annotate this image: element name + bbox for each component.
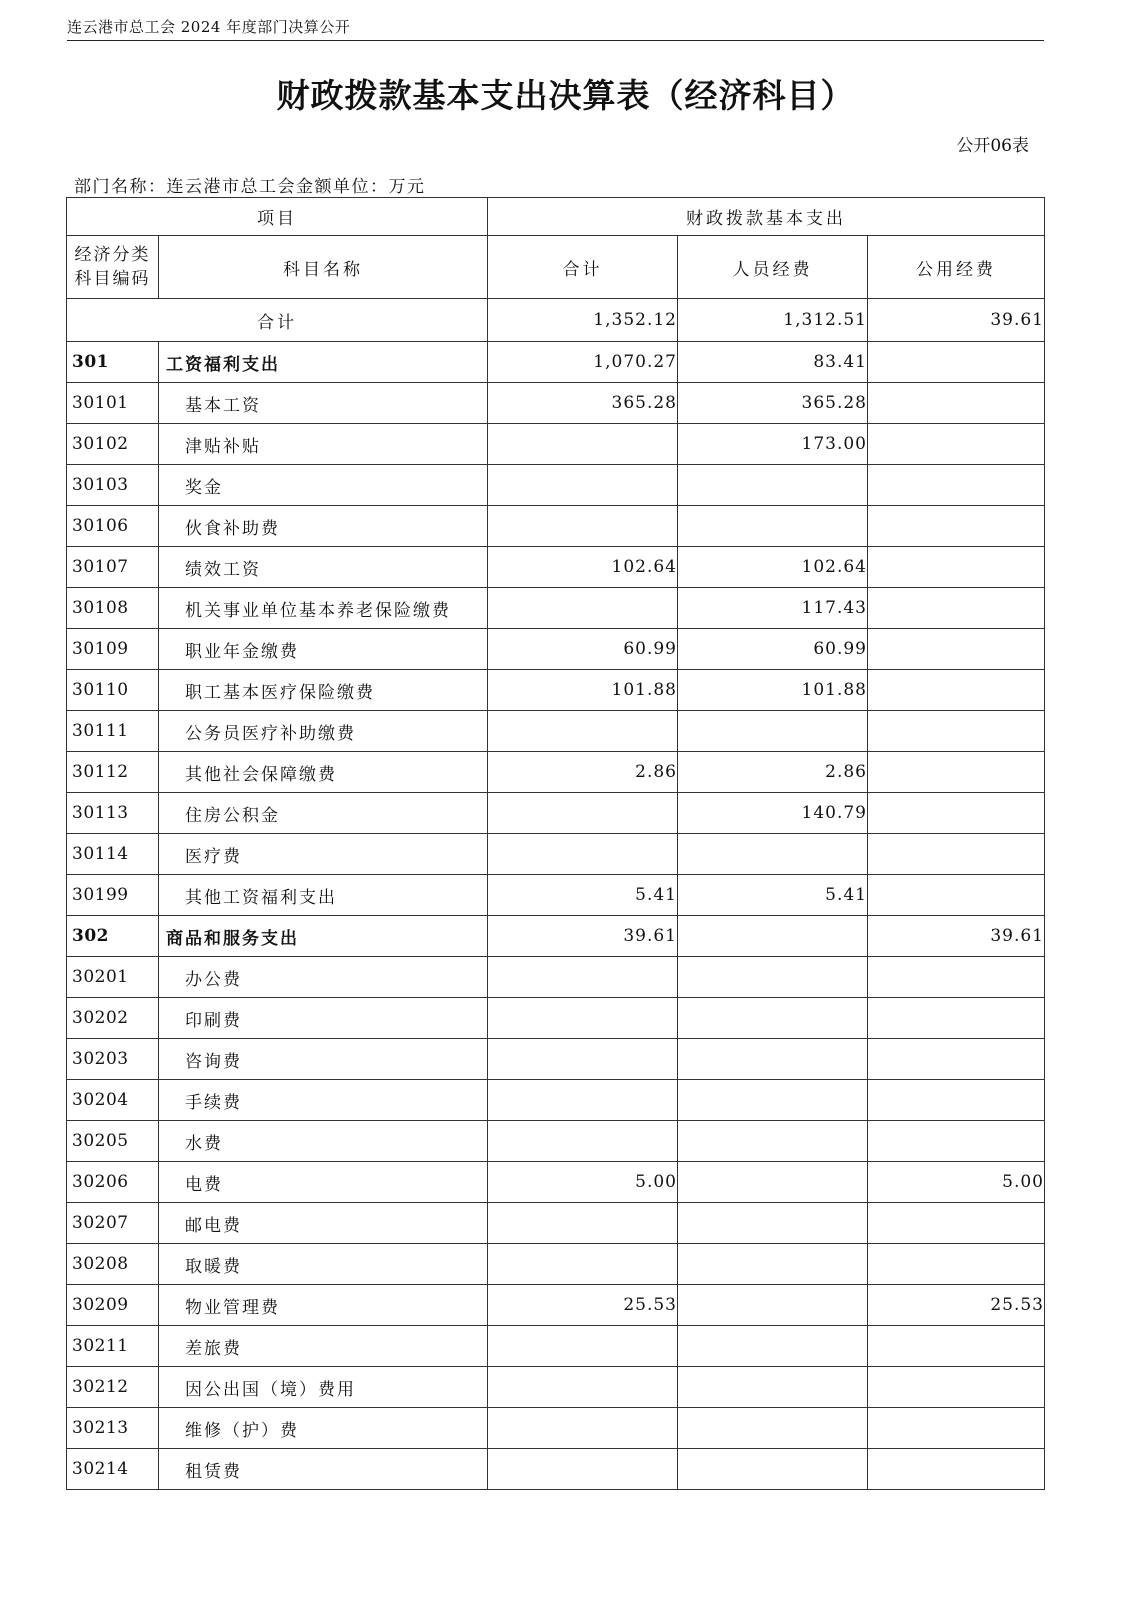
- table-row: [67, 1080, 1045, 1121]
- row-personnel: [678, 957, 868, 998]
- row-name: 差旅费: [159, 1326, 488, 1367]
- row-name: 印刷费: [159, 998, 488, 1039]
- row-total: 5.00: [488, 1162, 678, 1203]
- row-total: [488, 793, 678, 834]
- table-code: 公开06表: [956, 136, 1029, 156]
- row-total: 25.53: [488, 1285, 678, 1326]
- row-name: 商品和服务支出: [159, 916, 488, 957]
- row-public: [868, 342, 1045, 383]
- row-name: 咨询费: [159, 1039, 488, 1080]
- row-public: 39.61: [868, 916, 1045, 957]
- table-row: [67, 1203, 1045, 1244]
- row-personnel: [678, 1449, 868, 1490]
- row-total: [488, 1367, 678, 1408]
- row-name: 租赁费: [159, 1449, 488, 1490]
- row-code: 30108: [67, 588, 159, 629]
- row-total: [488, 711, 678, 752]
- row-code: 30208: [67, 1244, 159, 1285]
- row-name: 其他社会保障缴费: [159, 752, 488, 793]
- row-name: 医疗费: [159, 834, 488, 875]
- header-group: 财政拨款基本支出: [488, 198, 1045, 236]
- row-public: [868, 834, 1045, 875]
- row-public: [868, 547, 1045, 588]
- category-row: [67, 916, 1045, 957]
- row-total: [488, 957, 678, 998]
- header-row-columns: [67, 236, 1045, 299]
- budget-table: [66, 197, 1045, 1490]
- row-personnel: 101.88: [678, 670, 868, 711]
- row-personnel: [678, 1367, 868, 1408]
- row-total: 101.88: [488, 670, 678, 711]
- table-row: [67, 383, 1045, 424]
- row-public: [868, 1244, 1045, 1285]
- row-personnel: [678, 1285, 868, 1326]
- table-row: [67, 1326, 1045, 1367]
- row-public: [868, 1326, 1045, 1367]
- row-personnel: 102.64: [678, 547, 868, 588]
- row-public: [868, 588, 1045, 629]
- row-code: 30205: [67, 1121, 159, 1162]
- table-body: [67, 198, 1045, 1490]
- table-row: [67, 957, 1045, 998]
- row-public: [868, 1039, 1045, 1080]
- total-total: 1,352.12: [488, 299, 678, 342]
- row-personnel: 173.00: [678, 424, 868, 465]
- table-row: [67, 629, 1045, 670]
- row-public: 5.00: [868, 1162, 1045, 1203]
- row-personnel: 60.99: [678, 629, 868, 670]
- row-name: 奖金: [159, 465, 488, 506]
- row-name: 职工基本医疗保险缴费: [159, 670, 488, 711]
- row-total: [488, 424, 678, 465]
- header-item: 项目: [67, 198, 488, 236]
- row-name: 伙食补助费: [159, 506, 488, 547]
- row-code: 30199: [67, 875, 159, 916]
- total-personnel: 1,312.51: [678, 299, 868, 342]
- row-public: [868, 711, 1045, 752]
- row-total: 5.41: [488, 875, 678, 916]
- row-total: [488, 506, 678, 547]
- running-header: 连云港市总工会 2024 年度部门决算公开: [67, 18, 351, 36]
- table-row: [67, 547, 1045, 588]
- table-row: [67, 998, 1045, 1039]
- row-personnel: [678, 998, 868, 1039]
- table-row: [67, 752, 1045, 793]
- row-total: [488, 1121, 678, 1162]
- row-public: [868, 957, 1045, 998]
- row-code: 30103: [67, 465, 159, 506]
- row-public: 25.53: [868, 1285, 1045, 1326]
- row-total: [488, 465, 678, 506]
- row-code: 30114: [67, 834, 159, 875]
- row-personnel: [678, 1326, 868, 1367]
- header-total: 合计: [488, 236, 678, 299]
- row-personnel: [678, 1203, 868, 1244]
- row-total: [488, 1080, 678, 1121]
- row-code: 30106: [67, 506, 159, 547]
- row-name: 取暖费: [159, 1244, 488, 1285]
- row-code: 30207: [67, 1203, 159, 1244]
- row-name: 津贴补贴: [159, 424, 488, 465]
- table-row: [67, 875, 1045, 916]
- total-public: 39.61: [868, 299, 1045, 342]
- row-name: 物业管理费: [159, 1285, 488, 1326]
- row-public: [868, 1121, 1045, 1162]
- row-personnel: 83.41: [678, 342, 868, 383]
- row-name: 绩效工资: [159, 547, 488, 588]
- row-name: 维修（护）费: [159, 1408, 488, 1449]
- row-name: 基本工资: [159, 383, 488, 424]
- row-total: 2.86: [488, 752, 678, 793]
- row-code: 30202: [67, 998, 159, 1039]
- row-total: [488, 1408, 678, 1449]
- table-row: [67, 1162, 1045, 1203]
- row-total: 60.99: [488, 629, 678, 670]
- row-name: 机关事业单位基本养老保险缴费: [159, 588, 488, 629]
- row-personnel: 2.86: [678, 752, 868, 793]
- table-row: [67, 711, 1045, 752]
- row-personnel: 117.43: [678, 588, 868, 629]
- row-total: 39.61: [488, 916, 678, 957]
- row-code: 30213: [67, 1408, 159, 1449]
- total-label: 合计: [67, 299, 488, 342]
- row-total: 102.64: [488, 547, 678, 588]
- row-public: [868, 383, 1045, 424]
- row-name: 因公出国（境）费用: [159, 1367, 488, 1408]
- table-row: [67, 1121, 1045, 1162]
- row-personnel: [678, 506, 868, 547]
- row-public: [868, 1408, 1045, 1449]
- row-code: 30206: [67, 1162, 159, 1203]
- table-row: [67, 424, 1045, 465]
- row-code: 30203: [67, 1039, 159, 1080]
- header-personnel: 人员经费: [678, 236, 868, 299]
- table-row: [67, 1285, 1045, 1326]
- row-name: 邮电费: [159, 1203, 488, 1244]
- row-personnel: [678, 1039, 868, 1080]
- row-personnel: [678, 1244, 868, 1285]
- row-code: 30111: [67, 711, 159, 752]
- row-code: 30109: [67, 629, 159, 670]
- row-personnel: [678, 1121, 868, 1162]
- row-code: 30102: [67, 424, 159, 465]
- table-row: [67, 1039, 1045, 1080]
- row-code: 30113: [67, 793, 159, 834]
- row-total: [488, 1449, 678, 1490]
- row-code: 30101: [67, 383, 159, 424]
- row-total: [488, 998, 678, 1039]
- row-public: [868, 1203, 1045, 1244]
- row-name: 职业年金缴费: [159, 629, 488, 670]
- row-personnel: [678, 916, 868, 957]
- row-name: 住房公积金: [159, 793, 488, 834]
- row-name: 公务员医疗补助缴费: [159, 711, 488, 752]
- row-name: 水费: [159, 1121, 488, 1162]
- total-row: [67, 299, 1045, 342]
- department-unit-line: 部门名称：连云港市总工会金额单位：万元: [74, 177, 426, 197]
- table-row: [67, 1244, 1045, 1285]
- row-personnel: [678, 1080, 868, 1121]
- row-code: 30212: [67, 1367, 159, 1408]
- header-row-group: [67, 198, 1045, 236]
- row-public: [868, 506, 1045, 547]
- page-title: 财政拨款基本支出决算表（经济科目）: [276, 76, 855, 115]
- row-code: 30204: [67, 1080, 159, 1121]
- row-name: 电费: [159, 1162, 488, 1203]
- row-public: [868, 752, 1045, 793]
- header-public: 公用经费: [868, 236, 1045, 299]
- row-public: [868, 1367, 1045, 1408]
- row-personnel: 5.41: [678, 875, 868, 916]
- header-code: 经济分类科目编码: [67, 236, 159, 299]
- row-name: 办公费: [159, 957, 488, 998]
- row-personnel: [678, 1162, 868, 1203]
- table-row: [67, 1449, 1045, 1490]
- row-total: [488, 588, 678, 629]
- row-personnel: 140.79: [678, 793, 868, 834]
- row-total: [488, 834, 678, 875]
- row-code: 30107: [67, 547, 159, 588]
- header-name: 科目名称: [159, 236, 488, 299]
- row-personnel: [678, 834, 868, 875]
- category-row: [67, 342, 1045, 383]
- row-personnel: [678, 711, 868, 752]
- table-row: [67, 506, 1045, 547]
- row-public: [868, 424, 1045, 465]
- row-code: 302: [67, 916, 159, 957]
- row-total: [488, 1203, 678, 1244]
- row-public: [868, 465, 1045, 506]
- row-code: 30211: [67, 1326, 159, 1367]
- row-public: [868, 793, 1045, 834]
- row-total: [488, 1326, 678, 1367]
- row-public: [868, 1449, 1045, 1490]
- table-row: [67, 834, 1045, 875]
- row-total: 1,070.27: [488, 342, 678, 383]
- row-code: 30209: [67, 1285, 159, 1326]
- row-public: [868, 670, 1045, 711]
- table-row: [67, 588, 1045, 629]
- row-code: 30214: [67, 1449, 159, 1490]
- row-public: [868, 875, 1045, 916]
- row-personnel: [678, 465, 868, 506]
- row-total: [488, 1244, 678, 1285]
- row-code: 30112: [67, 752, 159, 793]
- row-personnel: 365.28: [678, 383, 868, 424]
- row-code: 30110: [67, 670, 159, 711]
- row-public: [868, 629, 1045, 670]
- row-total: 365.28: [488, 383, 678, 424]
- table-row: [67, 1367, 1045, 1408]
- row-name: 其他工资福利支出: [159, 875, 488, 916]
- header-rule: [67, 40, 1044, 41]
- row-code: 301: [67, 342, 159, 383]
- table-row: [67, 670, 1045, 711]
- row-code: 30201: [67, 957, 159, 998]
- table-row: [67, 1408, 1045, 1449]
- table-row: [67, 793, 1045, 834]
- row-public: [868, 1080, 1045, 1121]
- row-name: 手续费: [159, 1080, 488, 1121]
- row-public: [868, 998, 1045, 1039]
- row-name: 工资福利支出: [159, 342, 488, 383]
- row-personnel: [678, 1408, 868, 1449]
- row-total: [488, 1039, 678, 1080]
- table-row: [67, 465, 1045, 506]
